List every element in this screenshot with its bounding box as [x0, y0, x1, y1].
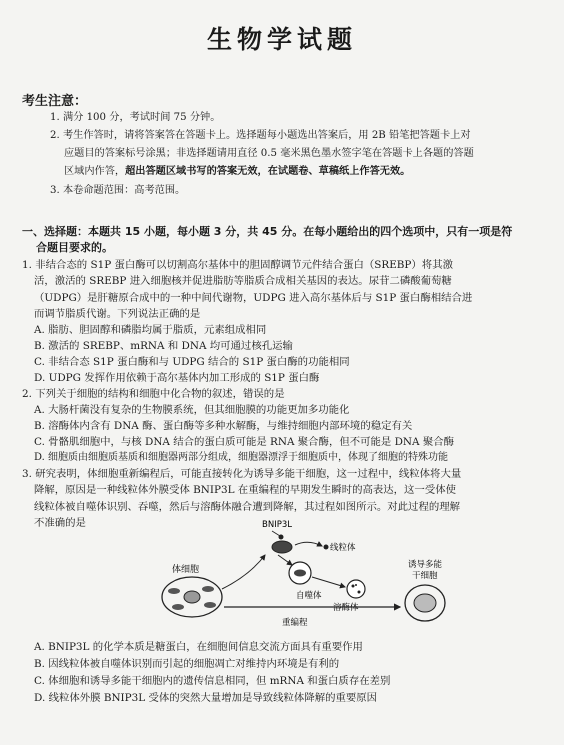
- q1-option-c: C. 非结合态 S1P 蛋白酶和与 UDPG 结合的 S1P 蛋白酶的功能相同: [34, 356, 350, 368]
- label-ips-line2: 干细胞: [412, 571, 438, 581]
- q2-option-b: B. 溶酶体内含有 DNA 酶、蛋白酶等多种水解酶，与维持细胞内部环境的稳定有关: [34, 420, 413, 432]
- q3-line1: 3. 研究表明，体细胞重新编程后，可能直接转化为诱导多能干细胞，这一过程中，线粒体将大量: [22, 468, 462, 480]
- q3-option-a: A. BNIP3L 的化学本质是糖蛋白，在细胞间信息交流方面具有重要作用: [34, 641, 363, 653]
- label-ips-line1: 诱导多能: [408, 560, 443, 570]
- notice-item-2-line1: 2. 考生作答时，请将答案答在答题卡上。选择题每小题选出答案后，用 2B 铅笔把答题卡上对: [50, 130, 471, 141]
- notice-item-3: 3. 本卷命题范围：高考范围。: [50, 185, 186, 196]
- q1-line4: 而调节脂质代谢。下列说法正确的是: [34, 307, 201, 320]
- notice-item-2-line2: 应题目的答案标号涂黑；非选择题请用直径 0.5 毫米黑色墨水签字笔在答题卡上各题的答题: [64, 148, 474, 159]
- notice-heading: 考生注意：: [22, 94, 88, 109]
- label-mitochondria: 线粒体: [330, 543, 356, 553]
- question-2-stem: 2. 下列关于细胞的结构和细胞中化合物的叙述，错误的是: [22, 388, 285, 400]
- q1-option-d: D. UDPG 发挥作用依赖于高尔基体内加工形成的 S1P 蛋白酶: [34, 372, 320, 384]
- q1-line1: 1. 非结合态的 S1P 蛋白酶可以切割高尔基体中的胆固醇调节元件结合蛋白（SREBP）将其激: [22, 259, 453, 271]
- q1-line3: （UDPG）是肝糖原合成中的一种中间代谢物，UDPG 进入高尔基体后与 S1P 蛋白酶相结合进: [34, 291, 473, 304]
- notice-item-2-line3: [64, 165, 410, 179]
- label-somatic-cell: 体细胞: [172, 565, 200, 575]
- label-lysosome: 溶酶体: [333, 603, 359, 613]
- notice-item-1: 1. 满分 100 分，考试时间 75 分钟。: [50, 112, 221, 123]
- notice-item-2-line3-bold: 超出答题区域书写的答案无效，在试题卷、草稿纸上作答无效。: [125, 166, 411, 177]
- q1-option-a: A. 脂肪、胆固醇和磷脂均属于脂质，元素组成相同: [34, 324, 267, 336]
- lysosome-shape: [347, 580, 365, 598]
- q3-line4: 不准确的是: [34, 516, 86, 529]
- q2-option-a: A. 大肠杆菌没有复杂的生物膜系统，但其细胞膜的功能更加多功能化: [34, 404, 350, 416]
- q3-line2: 降解，原因是一种线粒体外膜受体 BNIP3L 在重编程的早期发生瞬时的高表达，这一受体使: [34, 484, 456, 497]
- page-title: 生物学试题: [206, 25, 357, 54]
- mitochondrion-shape: [272, 531, 329, 553]
- ips-cell-shape: [405, 585, 445, 621]
- label-reprogramming: 重编程: [282, 618, 308, 628]
- q3-option-d: D. 线粒体外膜 BNIP3L 受体的突然大量增加是导致线粒体降解的重要原因: [34, 692, 378, 704]
- autophagosome-shape: [289, 562, 311, 584]
- somatic-cell-shape: [162, 577, 222, 617]
- q3-option-c: C. 体细胞和诱导多能干细胞内的遗传信息相同，但 mRNA 和蛋白质存在差别: [34, 675, 391, 687]
- q1-option-b: B. 激活的 SREBP、mRNA 和 DNA 均可通过核孔运输: [34, 340, 293, 352]
- q1-line2: 活，激活的 SREBP 进入细胞核并促进脂肪等脂质合成相关基因的表达。尿苷二磷酸葡萄糖: [34, 275, 452, 288]
- section-heading-line2: 合题目要求的。: [36, 241, 113, 254]
- notice-item-2-line3-prefix: 区域内作答，: [64, 166, 126, 177]
- mitophagy-diagram: [150, 515, 480, 635]
- q2-option-c: C. 骨骼肌细胞中，与核 DNA 结合的蛋白质可能是 RNA 聚合酶，但不可能是 DNA 聚合酶: [34, 436, 454, 448]
- q3-line3: 线粒体被自噬体识别、吞噬，然后与溶酶体融合遭到降解，其过程如图所示。对此过程的理解: [34, 500, 461, 513]
- question-1-stem: [22, 257, 546, 322]
- label-bnip3l: BNIP3L: [262, 520, 292, 530]
- q3-option-b: B. 因线粒体被自噬体识别而引起的细胞凋亡对维持内环境是有利的: [34, 658, 340, 670]
- q2-option-d: D. 细胞质由细胞质基质和细胞器两部分组成，细胞器漂浮于细胞质中，体现了细胞的特殊功能: [34, 452, 449, 463]
- section-heading-line1: 一、选择题：本题共 15 小题，每小题 3 分，共 45 分。在每小题给出的四个选项中，只有一项是符: [22, 225, 513, 238]
- section-heading: [22, 224, 542, 256]
- label-autophagosome: 自噬体: [296, 591, 322, 601]
